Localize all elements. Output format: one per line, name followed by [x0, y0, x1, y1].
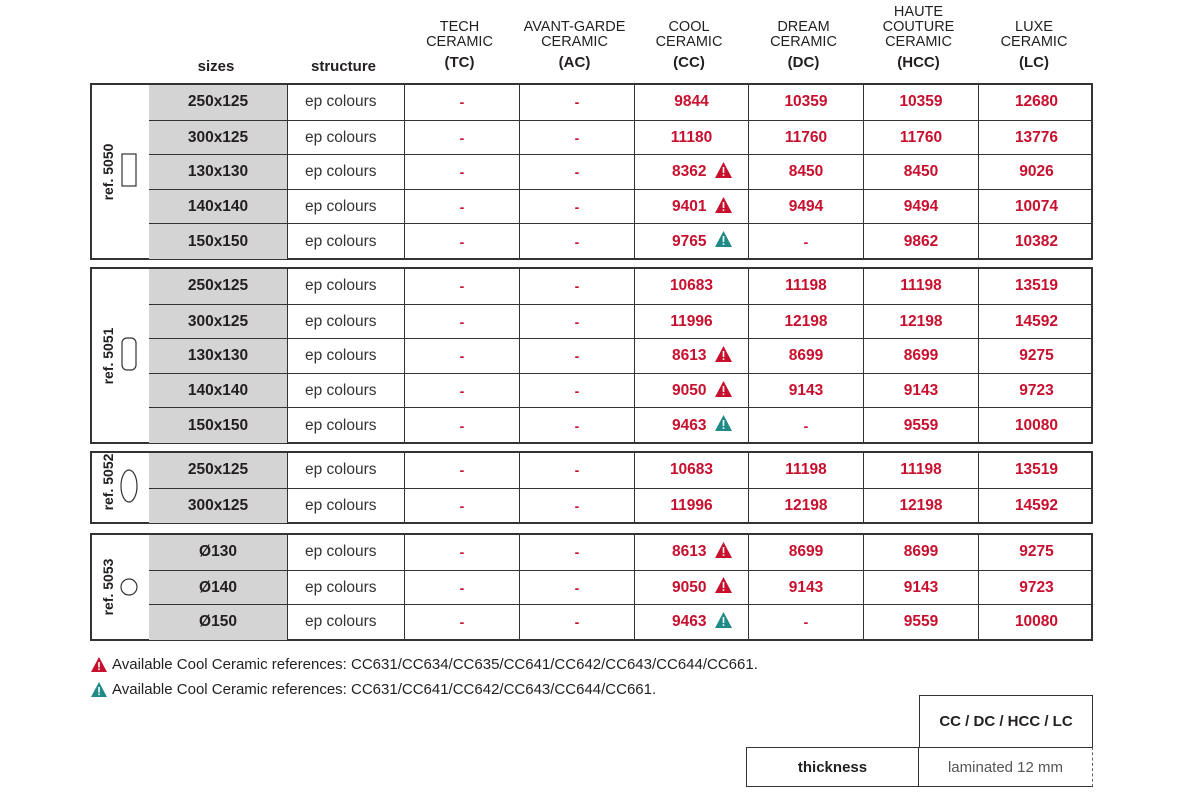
header-ac: AVANT-GARDE CERAMIC (AC)	[523, 19, 626, 71]
cc-cell	[634, 155, 748, 190]
tc-cell: -	[404, 339, 519, 374]
dc-cell: -	[748, 605, 863, 640]
ac-cell: -	[519, 339, 634, 374]
warning-triangle-icon	[91, 682, 107, 697]
lc-cell: 12680	[978, 85, 1094, 120]
cc-value: 11180	[670, 128, 713, 146]
size-cell: Ø130	[149, 535, 287, 570]
lc-cell: 9723	[978, 571, 1094, 606]
cc-value: 9463	[672, 416, 707, 434]
lc-cell: 9723	[978, 374, 1094, 409]
thickness-header: CC / DC / HCC / LC	[919, 695, 1093, 747]
table-row	[149, 535, 1091, 570]
rounded-rectangle-shape-icon	[119, 336, 139, 372]
ac-cell: -	[519, 535, 634, 570]
ref-cell	[92, 85, 150, 258]
cc-value: 9844	[674, 93, 709, 111]
tc-cell: -	[404, 408, 519, 443]
ac-cell: -	[519, 121, 634, 156]
structure-cell: ep colours	[287, 190, 404, 225]
hcc-cell: 9559	[863, 605, 978, 640]
table-row	[149, 488, 1091, 524]
header-lc: LUXE CERAMIC (LC)	[1000, 19, 1068, 71]
lc-cell: 10080	[978, 605, 1094, 640]
tc-cell: -	[404, 85, 519, 120]
structure-cell: ep colours	[287, 605, 404, 640]
ref-label: ref. 5052	[100, 453, 116, 510]
structure-header: structure	[310, 58, 377, 75]
ac-cell: -	[519, 374, 634, 409]
ac-cell: -	[519, 571, 634, 606]
ref-label: ref. 5053	[100, 558, 116, 616]
cc-value: 9463	[672, 613, 707, 631]
note-teal-text: Available Cool Ceramic references: CC631/CC641/CC642/CC643/CC644/CC661.	[112, 681, 657, 698]
lc-cell: 13776	[978, 121, 1094, 156]
warning-triangle-icon	[715, 612, 732, 633]
dc-cell: 11198	[748, 269, 863, 304]
tc-cell: -	[404, 155, 519, 190]
circle-shape-icon	[119, 577, 139, 597]
note-teal	[91, 681, 656, 698]
ref-label: ref. 5050	[100, 143, 116, 200]
structure-cell: ep colours	[287, 571, 404, 606]
tc-cell: -	[404, 305, 519, 340]
hcc-cell: 10359	[863, 85, 978, 120]
lc-cell: 14592	[978, 305, 1094, 340]
size-cell: 130x130	[149, 155, 287, 190]
tc-cell: -	[404, 489, 519, 524]
thickness-value: laminated 12 mm	[919, 747, 1093, 787]
hcc-cell: 11760	[863, 121, 978, 156]
hcc-cell: 9143	[863, 571, 978, 606]
ac-cell: -	[519, 269, 634, 304]
warning-triangle-icon	[715, 381, 732, 402]
warning-triangle-icon	[715, 197, 732, 218]
tc-cell: -	[404, 190, 519, 225]
cc-cell	[634, 121, 748, 156]
ac-cell: -	[519, 224, 634, 259]
dc-cell: 9494	[748, 190, 863, 225]
lc-cell: 10074	[978, 190, 1094, 225]
size-cell: 250x125	[149, 269, 287, 304]
ac-cell: -	[519, 190, 634, 225]
cc-value: 11996	[670, 496, 713, 514]
cc-cell	[634, 571, 748, 606]
hcc-cell: 8699	[863, 535, 978, 570]
hcc-cell: 12198	[863, 305, 978, 340]
hcc-cell: 8450	[863, 155, 978, 190]
ref-block	[90, 267, 1093, 444]
warning-triangle-icon	[715, 415, 732, 436]
tc-cell: -	[404, 453, 519, 488]
warning-triangle-icon	[715, 542, 732, 563]
lc-cell: 13519	[978, 453, 1094, 488]
header-hcc: HAUTE COUTURE CERAMIC (HCC)	[882, 4, 955, 71]
tc-cell: -	[404, 269, 519, 304]
structure-cell: ep colours	[287, 374, 404, 409]
size-cell: 130x130	[149, 339, 287, 374]
structure-cell: ep colours	[287, 269, 404, 304]
lc-cell: 13519	[978, 269, 1094, 304]
ref-cell	[92, 535, 150, 639]
header-dc: DREAM CERAMIC (DC)	[770, 19, 837, 71]
ac-cell: -	[519, 305, 634, 340]
structure-cell: ep colours	[287, 305, 404, 340]
size-cell: 150x150	[149, 408, 287, 443]
cc-value: 10683	[669, 277, 714, 295]
size-cell: Ø150	[149, 605, 287, 640]
cc-cell	[634, 605, 748, 640]
rectangle-shape-icon	[119, 152, 139, 188]
structure-cell: ep colours	[287, 155, 404, 190]
size-cell: 300x125	[149, 305, 287, 340]
structure-cell: ep colours	[287, 535, 404, 570]
cc-value: 9765	[672, 232, 707, 250]
cc-cell	[634, 85, 748, 120]
ac-cell: -	[519, 453, 634, 488]
dc-cell: 10359	[748, 85, 863, 120]
table-row	[149, 154, 1091, 190]
structure-cell: ep colours	[287, 489, 404, 524]
oval-shape-icon	[119, 468, 139, 504]
cc-value: 9401	[672, 198, 707, 216]
thickness-label: thickness	[746, 747, 919, 787]
table-row	[149, 373, 1091, 409]
dc-cell: 11760	[748, 121, 863, 156]
cc-value: 9050	[672, 382, 707, 400]
hcc-cell: 9494	[863, 190, 978, 225]
ref-block	[90, 533, 1093, 641]
dc-cell: 8699	[748, 339, 863, 374]
cc-value: 8613	[672, 347, 707, 365]
ac-cell: -	[519, 605, 634, 640]
structure-cell: ep colours	[287, 339, 404, 374]
cc-cell	[634, 305, 748, 340]
cc-cell	[634, 408, 748, 443]
dc-cell: -	[748, 408, 863, 443]
cc-value: 11996	[670, 312, 713, 330]
ref-block	[90, 451, 1093, 524]
dc-cell: -	[748, 224, 863, 259]
dc-cell: 12198	[748, 305, 863, 340]
table-row	[149, 189, 1091, 225]
tc-cell: -	[404, 121, 519, 156]
size-cell: 150x150	[149, 224, 287, 259]
lc-cell: 10382	[978, 224, 1094, 259]
size-cell: 140x140	[149, 374, 287, 409]
table-row	[149, 120, 1091, 156]
table-row	[149, 570, 1091, 606]
table-row	[149, 304, 1091, 340]
structure-cell: ep colours	[287, 85, 404, 120]
structure-cell: ep colours	[287, 453, 404, 488]
cc-cell	[634, 374, 748, 409]
warning-triangle-icon	[715, 162, 732, 183]
dc-cell: 9143	[748, 571, 863, 606]
cc-value: 9050	[672, 578, 707, 596]
warning-triangle-icon	[715, 231, 732, 252]
dc-cell: 12198	[748, 489, 863, 524]
hcc-cell: 8699	[863, 339, 978, 374]
cc-cell	[634, 269, 748, 304]
lc-cell: 10080	[978, 408, 1094, 443]
warning-triangle-icon	[91, 657, 107, 672]
header-cc: COOL CERAMIC (CC)	[655, 19, 723, 71]
cc-cell	[634, 339, 748, 374]
size-cell: Ø140	[149, 571, 287, 606]
structure-cell: ep colours	[287, 121, 404, 156]
hcc-cell: 9559	[863, 408, 978, 443]
cc-cell	[634, 224, 748, 259]
hcc-cell: 11198	[863, 269, 978, 304]
ref-cell	[92, 269, 150, 442]
lc-cell: 9275	[978, 339, 1094, 374]
cc-value: 10683	[669, 461, 714, 479]
sizes-header: sizes	[197, 58, 235, 75]
size-cell: 250x125	[149, 85, 287, 120]
note-red-text: Available Cool Ceramic references: CC631/CC634/CC635/CC641/CC642/CC643/CC644/CC661.	[112, 656, 758, 673]
table-row	[149, 85, 1091, 120]
ac-cell: -	[519, 155, 634, 190]
table-row	[149, 453, 1091, 488]
dc-cell: 8450	[748, 155, 863, 190]
tc-cell: -	[404, 535, 519, 570]
note-red	[91, 656, 758, 673]
ac-cell: -	[519, 85, 634, 120]
dc-cell: 9143	[748, 374, 863, 409]
lc-cell: 14592	[978, 489, 1094, 524]
lc-cell: 9275	[978, 535, 1094, 570]
table-row	[149, 223, 1091, 259]
table-row	[149, 407, 1091, 443]
cc-cell	[634, 489, 748, 524]
cc-cell	[634, 453, 748, 488]
cc-cell	[634, 190, 748, 225]
tc-cell: -	[404, 374, 519, 409]
cc-cell	[634, 535, 748, 570]
dc-cell: 11198	[748, 453, 863, 488]
hcc-cell: 9143	[863, 374, 978, 409]
hcc-cell: 11198	[863, 453, 978, 488]
cc-value: 8613	[672, 543, 707, 561]
ref-label: ref. 5051	[100, 327, 116, 384]
tc-cell: -	[404, 605, 519, 640]
structure-cell: ep colours	[287, 224, 404, 259]
hcc-cell: 9862	[863, 224, 978, 259]
size-cell: 300x125	[149, 489, 287, 524]
structure-cell: ep colours	[287, 408, 404, 443]
header-tc: TECH CERAMIC (TC)	[426, 19, 493, 71]
size-cell: 140x140	[149, 190, 287, 225]
hcc-cell: 12198	[863, 489, 978, 524]
size-cell: 250x125	[149, 453, 287, 488]
cc-value: 8362	[672, 163, 707, 181]
table-row	[149, 269, 1091, 304]
dc-cell: 8699	[748, 535, 863, 570]
table-row	[149, 604, 1091, 640]
ref-block	[90, 83, 1093, 260]
ref-cell	[92, 453, 150, 522]
warning-triangle-icon	[715, 577, 732, 598]
warning-triangle-icon	[715, 346, 732, 367]
ac-cell: -	[519, 489, 634, 524]
lc-cell: 9026	[978, 155, 1094, 190]
size-cell: 300x125	[149, 121, 287, 156]
tc-cell: -	[404, 571, 519, 606]
table-row	[149, 338, 1091, 374]
tc-cell: -	[404, 224, 519, 259]
ac-cell: -	[519, 408, 634, 443]
